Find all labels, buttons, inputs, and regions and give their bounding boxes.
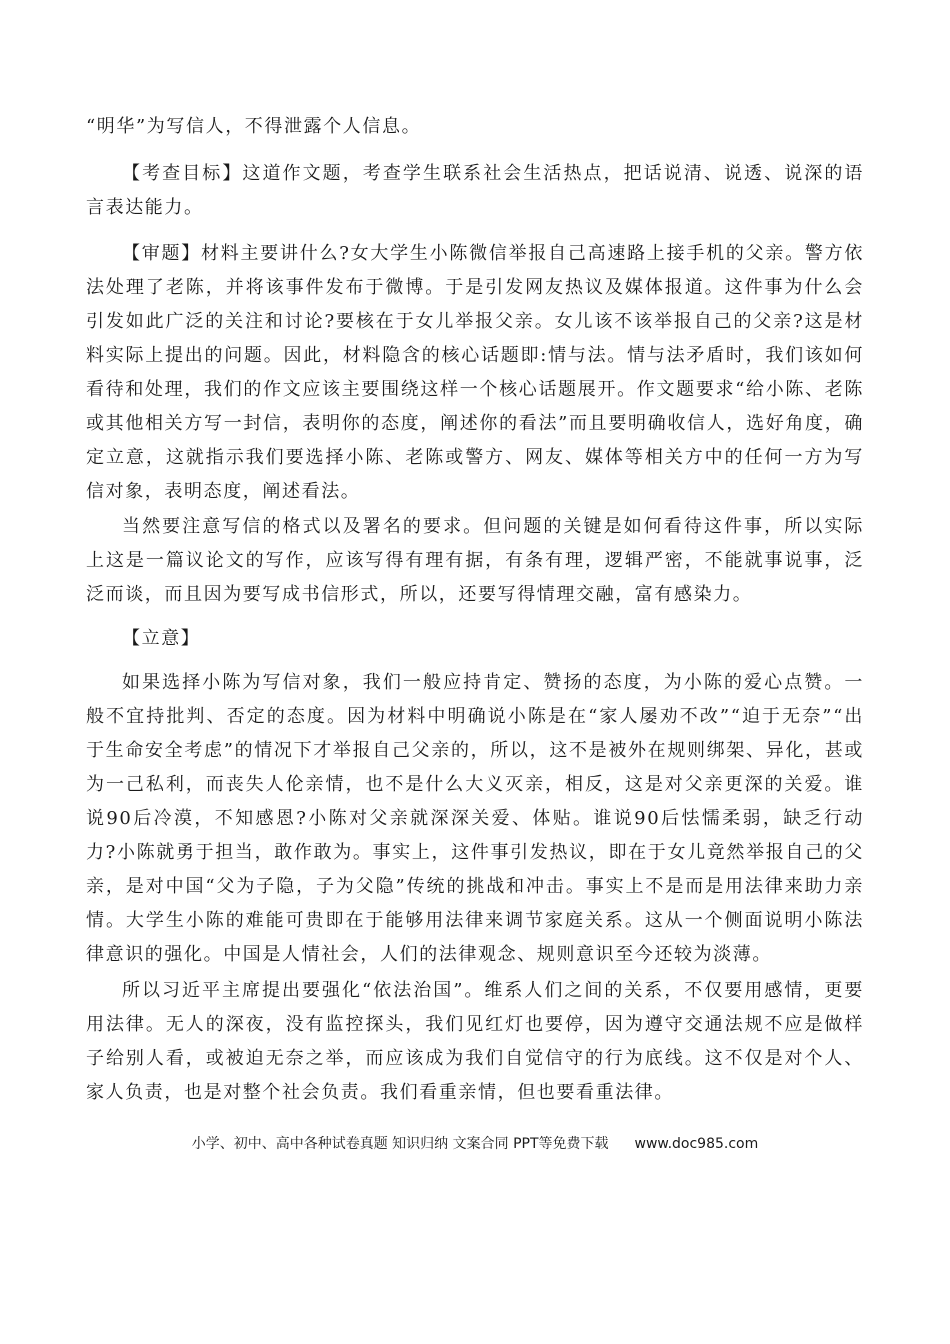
paragraph-letter-signature-note: “明华”为写信人，不得泄露个人信息。 — [86, 116, 422, 137]
paragraph-letter-format: 当然要注意写信的格式以及署名的要求。但问题的关键是如何看待这件事，所以实际上这是一篇议论文的写作，应该写得有理有据，有条有理，逻辑严密，不能就事说事，泛泛而谈，而且因为要写成书信形式，所以，还要写得情理交融，富有感染力。 — [86, 516, 864, 605]
paragraph-topic-analysis: 【审题】材料主要讲什么?女大学生小陈微信举报自己高速路上接手机的父亲。警方依法处理了老陈，并将该事件发布于微博。于是引发网友热议及媒体报道。这件事为什么会引发如此广泛的关注和讨论?要核在于女儿举报父亲。女儿该不该举报自己的父亲?这是材料实际上提出的问题。因此，材料隐含的核心话题即:情与法。情与法矛盾时，我们该如何看待和处理，我们的作文应该主要围绕这样一个核心话题展开。作文题要求“给小陈、老陈或其他相关方写一封信，表明你的态度，阐述你的看法”而且要明确收信人，选好角度，确定立意，这就指示我们要选择小陈、老陈或警方、网友、媒体等相关方中的任何一方为写信对象，表明态度，阐述看法。 — [86, 243, 864, 502]
paragraph-thesis-xiaochen: 如果选择小陈为写信对象，我们一般应持肯定、赞扬的态度，为小陈的爱心点赞。一般不宜持批判、否定的态度。因为材料中明确说小陈是在“家人屡劝不改”“迫于无奈”“出于生命安全考虑”的情况下才举报自己父亲的，所以，这不是被外在规则绑架、异化，甚或为一己私利，而丧失人伦亲情，也不是什么大义灭亲，相反，这是对父亲更深的关爱。谁说90后冷漠，不知感恩?小陈对父亲就深深关爱、体贴。谁说90后怯懦柔弱，缺乏行动力?小陈就勇于担当，敢作敢为。事实上，这件事引发热议，即在于女儿竟然举报自己的父亲，是对中国“父为子隐，子为父隐”传统的挑战和冲击。事实上不是而是用法律来助力亲情。大学生小陈的难能可贵即在于能够用法律来调节家庭关系。这从一个侧面说明小陈法律意识的强化。中国是人情社会，人们的法律观念、规则意识至今还较为淡薄。 — [86, 672, 864, 965]
footer-url: www.doc985.com — [634, 1136, 759, 1152]
heading-thesis: 【立意】 — [122, 628, 201, 649]
paragraph-rule-of-law: 所以习近平主席提出要强化“依法治国”。维系人们之间的关系，不仅要用感情，更要用法律。无人的深夜，没有监控探头，我们见红灯也要停，因为遵守交通法规不应是做样子给别人看，或被迫无奈之举，而应该成为我们自觉信守的行为底线。这不仅是对个人、家人负责，也是对整个社会负责。我们看重亲情，但也要看重法律。 — [86, 980, 864, 1103]
page-footer — [0, 1133, 950, 1153]
paragraph-exam-goal: 【考查目标】这道作文题，考查学生联系社会生活热点，把话说清、说透、说深的语言表达能力。 — [86, 163, 864, 218]
footer-text: 小学、初中、高中各种试卷真题 知识归纳 文案合同 PPT等免费下载 — [191, 1136, 609, 1152]
